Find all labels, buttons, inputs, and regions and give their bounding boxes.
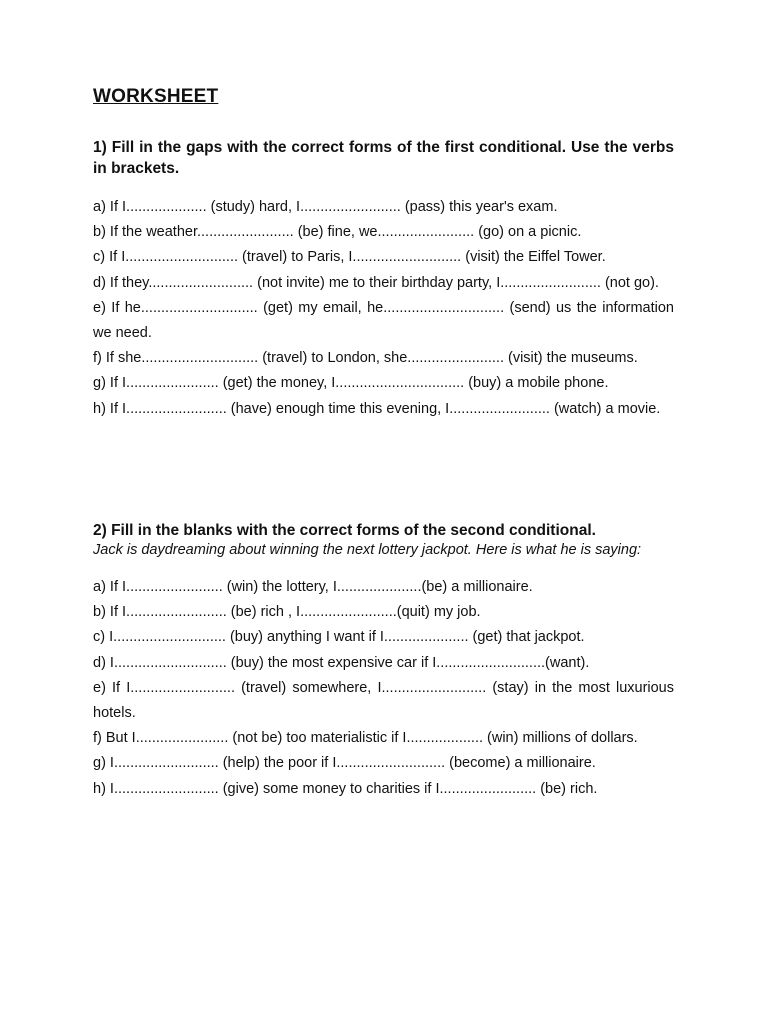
section-1-heading: 1) Fill in the gaps with the correct forms of the first conditional. Use the verbs in brackets. (93, 139, 674, 177)
exercise-item-1f: f) If she............................. (travel) to London, she........................ (visit) the museums. (93, 350, 638, 367)
exercise-item-2h: h) I.......................... (give) some money to charities if I........................ (be) rich. (93, 780, 598, 797)
section-1-items (93, 195, 674, 422)
worksheet-title: WORKSHEET (93, 86, 219, 107)
section-second-conditional (93, 520, 674, 802)
exercise-item-1g: g) If I....................... (get) the money, I................................ (buy) a mobile phone. (93, 375, 609, 392)
exercise-item-1e: e) If he............................. (get) my email, he.............................. (send) us the information we need. (93, 299, 674, 342)
section-2-heading: 2) Fill in the blanks with the correct forms of the second conditional. (93, 522, 596, 539)
exercise-item-1h: h) If I......................... (have) enough time this evening, I......................... (watch) a movie. (93, 400, 661, 417)
exercise-item-2c: c) I............................ (buy) anything I want if I..................... (get) that jackpot. (93, 629, 585, 646)
section-2-intro: Jack is daydreaming about winning the next lottery jackpot. Here is what he is saying: (93, 542, 642, 558)
exercise-item-2b: b) If I......................... (be) rich , I........................(quit) my job. (93, 604, 481, 621)
exercise-item-2g: g) I.......................... (help) the poor if I........................... (become) a millionaire. (93, 755, 596, 772)
section-first-conditional (93, 137, 674, 422)
exercise-item-1a: a) If I.................... (study) hard, I......................... (pass) this year's exam. (93, 199, 558, 215)
exercise-item-2d: d) I............................ (buy) the most expensive car if I...........................(want). (93, 654, 590, 671)
exercise-item-1d: d) If they.......................... (not invite) me to their birthday party, I......................... (not go). (93, 274, 659, 291)
exercise-item-1c: c) If I............................ (travel) to Paris, I........................... (visit) the Eiffel Tower. (93, 249, 606, 266)
section-2-items (93, 575, 674, 802)
exercise-item-2a: a) If I........................ (win) the lottery, I.....................(be) a millionaire. (93, 579, 533, 595)
exercise-item-2e: e) If I.......................... (travel) somewhere, I.......................... (stay) in the most luxurious hotels. (93, 679, 674, 722)
exercise-item-1b: b) If the weather........................ (be) fine, we........................ (go) on a picnic. (93, 224, 582, 241)
exercise-item-2f: f) But I....................... (not be) too materialistic if I................... (win) millions of dollars. (93, 730, 638, 747)
